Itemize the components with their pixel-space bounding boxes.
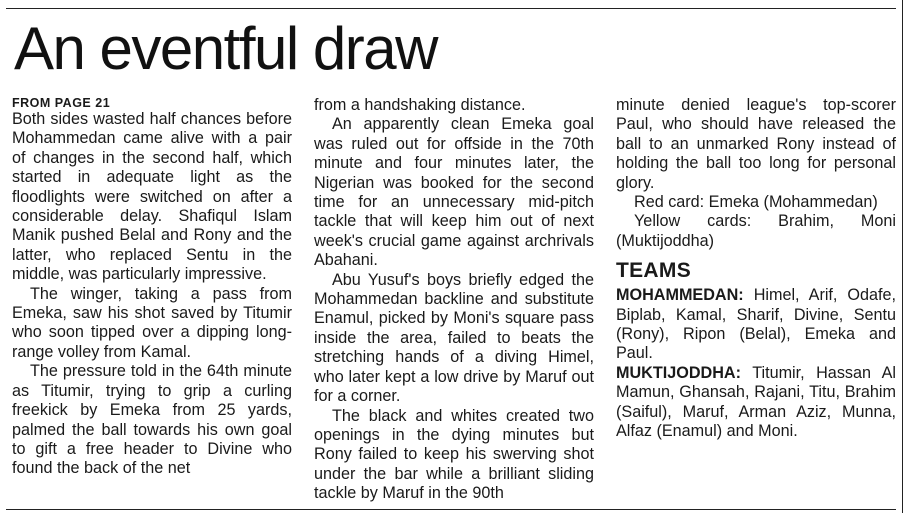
team-lineup-mohammedan	[616, 286, 896, 364]
team-name: MOHAMMEDAN:	[616, 286, 744, 305]
red-card-line: Red card: Emeka (Mohammedan)	[634, 193, 878, 212]
column-3	[616, 96, 896, 510]
top-rule	[6, 8, 896, 9]
paragraph: from a handshaking distance.	[314, 96, 526, 114]
paragraph: minute denied league's top-scorer Paul, who should have released the ball to an unmarked Rony instead of holding the ball too long for personal glory.	[616, 96, 896, 192]
paragraph: An apparently clean Emeka goal was ruled out for offside in the 70th minute and four minutes later, the Nigerian was booked for the second time for an unnecessary mid-pitch tackle that will keep him out of next week's crucial game against archrivals Abahani.	[314, 115, 594, 270]
team-players: Titumir, Hassan Al Mamun, Ghansah, Rajani, Titu, Brahim (Saiful), Maruf, Arman Aziz, Munna, Alfaz (Enamul) and Moni.	[616, 363, 896, 441]
team-players: Himel, Arif, Odafe, Biplab, Kamal, Sharif, Divine, Sentu (Rony), Ripon (Belal), Emeka and Paul.	[616, 286, 896, 363]
paragraph: The pressure told in the 64th minute as Titumir, trying to grip a curling freekick by Emeka from 25 yards, palmed the ball towards his own goal to gift a free header to Divine who found the back of the net	[12, 362, 292, 478]
article-body	[12, 96, 896, 510]
headline: An eventful draw	[14, 15, 437, 82]
column-2	[314, 96, 594, 510]
right-rule	[902, 0, 903, 513]
paragraph: Both sides wasted half chances before Mohammedan came alive with a pair of changes in the second half, which started in adequate light as the floodlights were switched on after a considerable delay. Shafiqul Islam Manik pushed Belal and Rony and the latter, who replaced Sentu in the middle, was particularly impressive.	[12, 110, 292, 284]
team-lineup-muktijoddha	[616, 364, 896, 442]
column-1	[12, 96, 292, 510]
paragraph: The winger, taking a pass from Emeka, saw his shot saved by Titumir who soon tipped over a dipping long-range volley from Kamal.	[12, 284, 292, 361]
teams-heading: TEAMS	[616, 259, 691, 283]
kicker: FROM PAGE 21	[12, 96, 111, 110]
yellow-card-line: Yellow cards: Brahim, Moni (Muktijoddha)	[616, 212, 896, 250]
paragraph: Abu Yusuf's boys briefly edged the Mohammedan backline and substitute Enamul, picked by Moni's square pass inside the area, failed to beats the stretching hands of a diving Himel, who later kept a low drive by Maruf out for a corner.	[314, 270, 594, 406]
team-name: MUKTIJODDHA:	[616, 363, 741, 382]
paragraph: The black and whites created two openings in the dying minutes but Rony failed to keep his swerving shot under the bar while a brilliant sliding tackle by Maruf in the 90th	[314, 406, 594, 503]
